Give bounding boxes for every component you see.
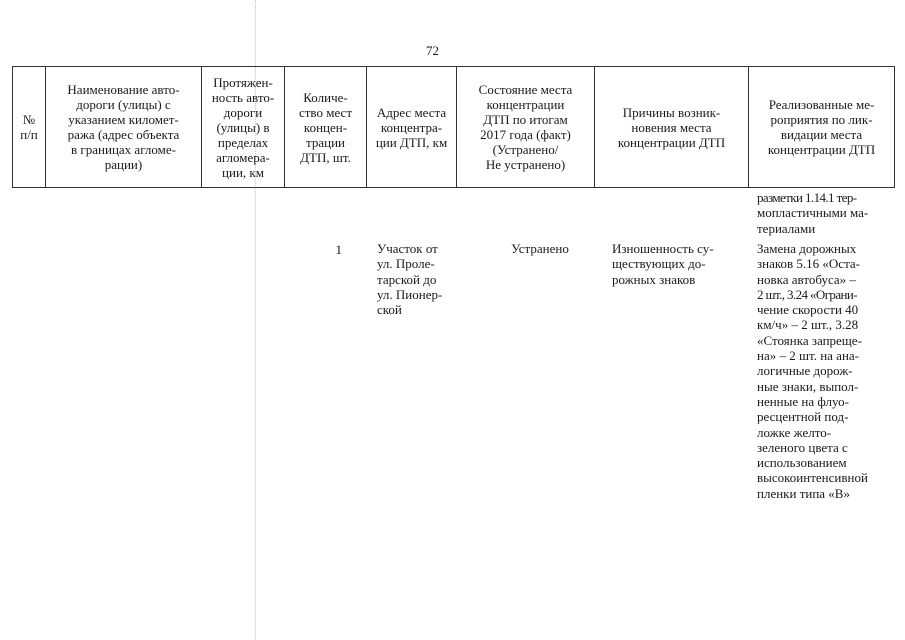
header-causes bbox=[595, 67, 749, 188]
text-line: ул. Проле- bbox=[377, 256, 435, 272]
text-line: роприятия по лик- bbox=[770, 112, 873, 127]
text-line: ДТП по итогам bbox=[483, 112, 568, 127]
table-header bbox=[12, 66, 895, 188]
text-line: мопластичными ма- bbox=[757, 205, 869, 221]
text-line: ществующих до- bbox=[612, 256, 706, 272]
text-line: концентрации bbox=[486, 97, 565, 112]
header-road-length bbox=[202, 67, 285, 188]
text-line: ДТП, шт. bbox=[300, 149, 351, 165]
header-address bbox=[367, 67, 457, 188]
text-line: «Стоянка запреще- bbox=[757, 332, 862, 348]
header-count bbox=[285, 67, 367, 188]
text-line: ции, км bbox=[222, 164, 264, 180]
text-line: рожных знаков bbox=[612, 271, 696, 287]
text-line: ные знаки, выпол- bbox=[757, 378, 859, 394]
text-line: ской bbox=[377, 302, 402, 318]
text-line: Реализованные ме- bbox=[768, 97, 875, 112]
header-number bbox=[13, 67, 46, 188]
text-line: ность авто- bbox=[211, 89, 275, 105]
text-line: Количе- bbox=[303, 89, 348, 105]
text-line: ул. Пионер- bbox=[377, 286, 443, 302]
header-row bbox=[13, 67, 895, 188]
text-line: тарской до bbox=[377, 271, 437, 287]
text-line: Изношенность су- bbox=[612, 241, 714, 256]
row-count: 1 bbox=[335, 242, 342, 257]
text-line: разметки 1.14.1 тер- bbox=[757, 190, 857, 205]
text-line: (улицы) в bbox=[216, 119, 270, 135]
text-line: на» – 2 шт. на ана- bbox=[757, 348, 859, 364]
text-line: рации) bbox=[104, 157, 143, 172]
text-line: чение скорости 40 bbox=[757, 302, 859, 318]
text-line: концентра- bbox=[380, 119, 443, 135]
text-line: п/п bbox=[20, 127, 38, 142]
text-line: новка автобуса» – bbox=[757, 271, 856, 287]
text-line: Состояние места bbox=[478, 82, 573, 97]
text-line: дороги bbox=[223, 104, 263, 120]
text-line: агломера- bbox=[216, 149, 270, 165]
text-line: концен- bbox=[303, 119, 348, 135]
text-line: использованием bbox=[757, 455, 847, 471]
text-line: ража (адрес объекта bbox=[67, 127, 180, 142]
text-line: пределах bbox=[217, 134, 269, 150]
text-line: № bbox=[22, 112, 36, 127]
text-line: км/ч» – 2 шт., 3.28 bbox=[757, 317, 859, 333]
page-number: 72 bbox=[426, 43, 439, 58]
text-line: Причины возник- bbox=[622, 104, 721, 120]
text-line: пленки типа «В» bbox=[757, 485, 850, 501]
text-line: трации bbox=[306, 134, 345, 150]
text-line: зеленого цвета с bbox=[757, 439, 848, 455]
measures-continuation bbox=[757, 190, 897, 236]
text-line: дороги (улицы) с bbox=[76, 97, 171, 112]
text-line: (Устранено/ bbox=[492, 142, 559, 157]
text-line: 2017 года (факт) bbox=[480, 127, 571, 142]
text-line: Участок от bbox=[377, 241, 438, 256]
row-address bbox=[377, 241, 455, 317]
text-line: Не устранено) bbox=[485, 157, 566, 172]
text-line: ции ДТП, км bbox=[375, 134, 448, 150]
text-line: Замена дорожных bbox=[757, 241, 857, 256]
text-line: высокоинтенсивной bbox=[757, 470, 868, 486]
text-line: ресцентной под- bbox=[757, 409, 849, 425]
header-state bbox=[457, 67, 595, 188]
text-line: видации места bbox=[780, 127, 863, 142]
text-line: новения места bbox=[631, 119, 712, 135]
row-measures bbox=[757, 241, 897, 501]
text-line: териалами bbox=[757, 220, 816, 236]
text-line: ство мест bbox=[298, 104, 353, 120]
text-line: в границах агломе- bbox=[71, 142, 176, 157]
text-line: логичные дорож- bbox=[757, 363, 853, 379]
text-line: знаков 5.16 «Оста- bbox=[757, 256, 861, 272]
text-line: ложке желто- bbox=[757, 424, 832, 440]
text-line: концентрации ДТП bbox=[767, 142, 876, 157]
text-line: Наименование авто- bbox=[67, 82, 180, 97]
text-line: Адрес места bbox=[376, 104, 447, 120]
row-state: Устранено bbox=[511, 241, 569, 256]
text-line: указанием километ- bbox=[68, 112, 179, 127]
header-road-name bbox=[46, 67, 202, 188]
text-line: концентрации ДТП bbox=[617, 134, 726, 150]
row-cause bbox=[612, 241, 740, 287]
text-line: 2 шт., 3.24 «Ограни- bbox=[757, 286, 857, 302]
text-line: ненные на флуо- bbox=[757, 393, 849, 409]
header-measures bbox=[749, 67, 895, 188]
text-line: Протяжен- bbox=[213, 74, 273, 90]
